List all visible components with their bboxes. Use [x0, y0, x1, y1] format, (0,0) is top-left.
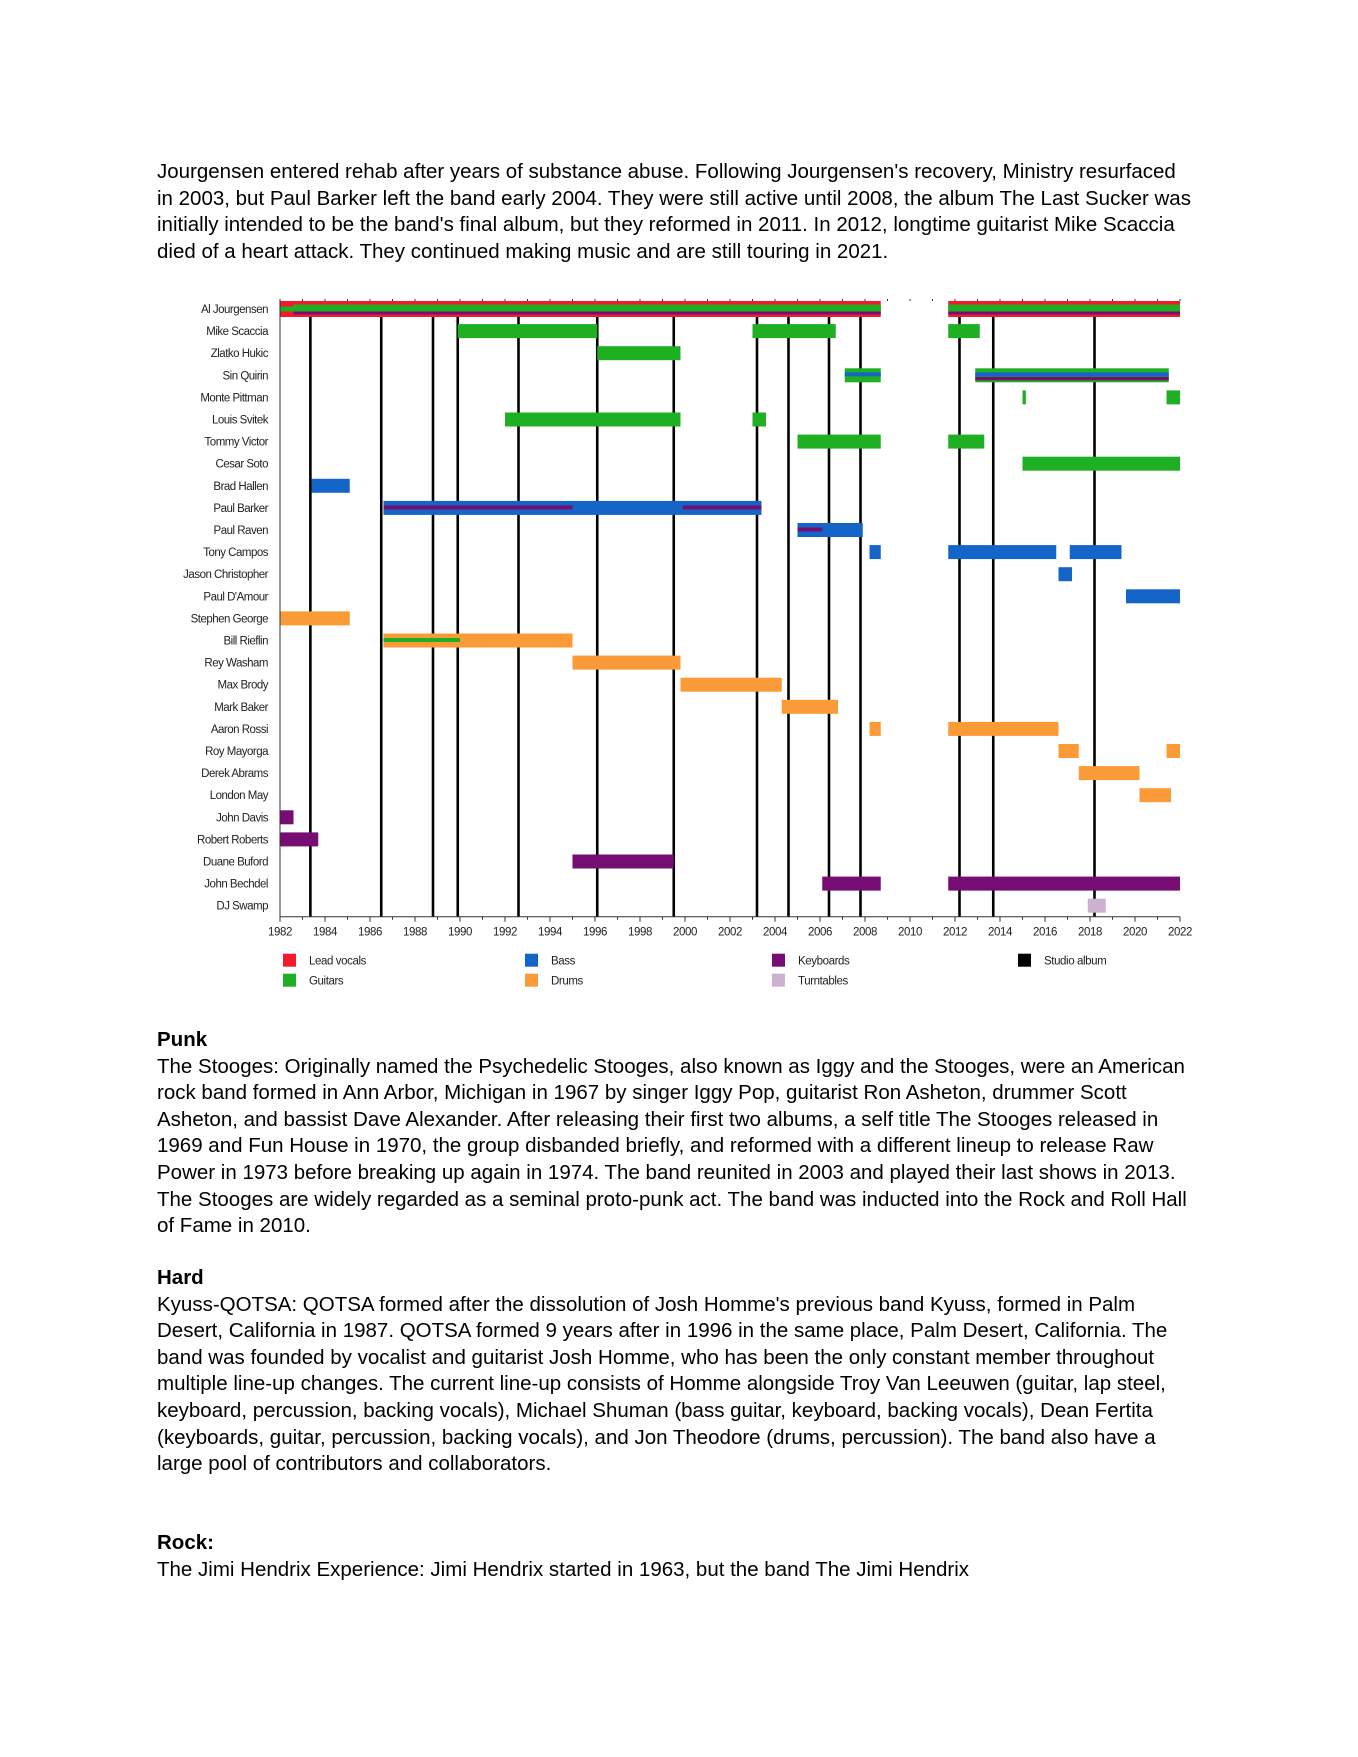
legend-swatch-vocals: [283, 954, 296, 967]
bar-guitars: [280, 307, 294, 312]
legend-label-turntables: Turntables: [798, 975, 848, 988]
bar-keyboards: [822, 877, 881, 891]
studio-album-lines: [310, 301, 1094, 917]
section-text: The Jimi Hendrix Experience: Jimi Hendrix started in 1963, but the band The Jimi Hendrix: [157, 1557, 970, 1581]
bar-guitars: [384, 638, 461, 642]
member-label: Mike Scaccia: [206, 326, 268, 339]
bar-guitars: [948, 305, 1180, 312]
x-tick-label: 2014: [988, 926, 1012, 939]
member-label: DJ Swamp: [216, 900, 268, 913]
section-rock: [157, 1530, 1197, 1583]
bar-bass: [1070, 545, 1122, 559]
member-label: Sin Quirin: [222, 370, 268, 383]
legend-swatch-album: [1018, 954, 1031, 967]
member-label: Monte Pittman: [200, 392, 268, 405]
section-text: The Stooges: Originally named the Psychedelic Stooges, also known as Iggy and the Stooges, were an American rock band formed in Ann Arbor, Michigan in 1967 by singer Iggy Pop, guitarist Ron Asheton, drummer Scott Asheton, and bassist Dave Alexander. After releasing their first two albums, a self title The Stooges released in 1969 and Fun House in 1970, the group disbanded briefly, and reformed with a different lineup to release Raw Power in 1973 before breaking up again in 1974. The band reunited in 2003 and played their last shows in 2013. The Stooges are widely regarded as a seminal proto-punk act. The band was inducted into the Rock and Roll Hall of Fame in 2010.: [157, 1054, 1187, 1238]
member-label: Al Jourgensen: [200, 304, 268, 316]
member-label: Brad Hallen: [213, 480, 268, 493]
legend-label-album: Studio album: [1044, 955, 1107, 968]
section-heading: Rock:: [157, 1531, 214, 1554]
bar-keyboards: [280, 810, 294, 824]
bar-bass: [870, 545, 881, 559]
bar-bass: [1126, 589, 1180, 603]
bar-guitars: [1167, 390, 1181, 404]
member-label: John Davis: [216, 812, 268, 825]
bar-guitars: [1023, 390, 1026, 404]
legend: [283, 954, 1106, 988]
bar-guitars: [597, 346, 680, 360]
intro-text: Jourgensen entered rehab after years of substance abuse. Following Jourgensen's recovery, Ministry resurfaced in 2003, but Paul Barker left the band early 2004. They were still active until 2008, the album The Last Sucker was initially intended to be the band's final album, but they reformed in 2011. In 2012, longtime guitarist Mike Scaccia died of a heart attack. They continued making music and are still touring in 2021.: [157, 160, 1191, 263]
member-label: John Bechdel: [204, 878, 268, 891]
section-heading: Punk: [157, 1028, 208, 1051]
bar-keyboards: [975, 377, 1169, 381]
x-tick-label: 1996: [583, 926, 607, 939]
bar-drums: [681, 678, 782, 692]
bar-turntables: [1088, 899, 1106, 913]
legend-label-keyboards: Keyboards: [798, 955, 850, 968]
bar-drums: [1059, 744, 1079, 758]
bar-bass: [845, 372, 881, 376]
bar-bass: [975, 372, 1169, 376]
x-tick-label: 1984: [313, 926, 337, 939]
x-tick-label: 2002: [718, 926, 742, 939]
x-tick-label: 2012: [943, 926, 967, 939]
member-label: Stephen George: [190, 613, 268, 626]
member-label: London May: [209, 790, 268, 803]
member-label: Tony Campos: [203, 547, 268, 560]
bar-drums: [573, 656, 681, 670]
x-tick-label: 1982: [268, 926, 292, 939]
bar-keyboards: [798, 528, 823, 532]
bar-guitars: [1023, 457, 1181, 471]
bar-drums: [280, 611, 350, 625]
bar-keyboards: [573, 855, 674, 869]
x-tick-label: 2010: [898, 926, 922, 939]
member-labels: [183, 304, 269, 913]
section-punk: [157, 1027, 1197, 1240]
x-axis: [268, 299, 1192, 939]
bar-guitars: [753, 324, 836, 338]
intro-paragraph: [157, 159, 1197, 265]
bar-guitars: [294, 305, 881, 312]
legend-label-vocals: Lead vocals: [309, 955, 366, 968]
member-label: Tommy Victor: [204, 436, 268, 449]
member-label: Rey Washam: [204, 657, 268, 670]
bar-drums: [1079, 766, 1140, 780]
x-tick-label: 1998: [628, 926, 652, 939]
bar-drums: [948, 722, 1058, 736]
member-label: Roy Mayorga: [205, 746, 268, 758]
member-label: Paul Raven: [213, 525, 268, 537]
x-tick-label: 1994: [538, 926, 562, 939]
legend-swatch-turntables: [772, 974, 785, 987]
section-text: Kyuss-QOTSA: QOTSA formed after the dissolution of Josh Homme's previous band Kyuss, formed in Palm Desert, California in 1987. QOTSA formed 9 years after in 1996 in the same place, Palm Desert, California. The band was founded by vocalist and guitarist Josh Homme, who has been the only constant member throughout multiple line-up changes. The current line-up consists of Homme alongside Troy Van Leeuwen (guitar, lap steel, keyboard, percussion, backing vocals), Michael Shuman (bass guitar, keyboard, backing vocals), Dean Fertita (keyboards, guitar, percussion, backing vocals), and Jon Theodore (drums, percussion). The band also have a large pool of contributors and collaborators.: [157, 1292, 1168, 1476]
bar-guitars: [948, 435, 984, 449]
x-tick-label: 2022: [1168, 926, 1192, 939]
member-label: Cesar Soto: [215, 458, 268, 471]
member-label: Paul D'Amour: [203, 591, 268, 604]
bar-keyboards: [948, 877, 1180, 891]
bar-drums: [1167, 744, 1181, 758]
x-tick-label: 2018: [1078, 926, 1102, 939]
legend-swatch-keyboards: [772, 954, 785, 967]
bar-guitars: [798, 435, 881, 449]
bar-guitars: [458, 324, 598, 338]
member-label: Bill Rieflin: [223, 635, 268, 648]
bar-drums: [782, 700, 838, 714]
member-label: Zlatko Hukic: [210, 348, 268, 361]
section-heading: Hard: [157, 1266, 204, 1289]
legend-label-bass: Bass: [551, 955, 575, 968]
bar-bass: [1059, 567, 1073, 581]
x-tick-label: 1988: [403, 926, 427, 939]
bar-guitars: [505, 413, 681, 427]
x-tick-label: 2006: [808, 926, 832, 939]
x-tick-label: 2020: [1123, 926, 1147, 939]
member-label: Mark Baker: [214, 701, 268, 714]
x-tick-label: 1990: [448, 926, 472, 939]
bar-keyboards: [948, 312, 1180, 315]
x-tick-label: 1986: [358, 926, 382, 939]
legend-swatch-bass: [525, 954, 538, 967]
bar-keyboards: [294, 312, 881, 315]
x-tick-label: 2008: [853, 926, 877, 939]
bar-keyboards: [280, 832, 318, 846]
member-label: Paul Barker: [213, 502, 268, 515]
legend-swatch-drums: [525, 974, 538, 987]
x-tick-label: 2000: [673, 926, 697, 939]
x-tick-label: 1992: [493, 926, 517, 939]
member-label: Duane Buford: [203, 856, 268, 869]
bar-guitars: [948, 324, 980, 338]
band-timeline-chart: [0, 290, 1358, 1010]
legend-label-guitars: Guitars: [309, 975, 344, 988]
member-label: Max Brody: [217, 679, 268, 692]
member-label: Aaron Rossi: [210, 723, 268, 736]
bar-guitars: [753, 413, 767, 427]
x-tick-label: 2004: [763, 926, 787, 939]
bar-keyboards: [683, 505, 762, 509]
legend-label-drums: Drums: [551, 975, 583, 988]
bar-bass: [948, 545, 1056, 559]
member-label: Robert Roberts: [197, 834, 268, 847]
bar-drums: [870, 722, 881, 736]
member-label: Louis Svitek: [211, 414, 268, 427]
x-tick-label: 2016: [1033, 926, 1057, 939]
bar-bass: [312, 479, 350, 493]
bar-keyboards: [384, 505, 573, 509]
section-hard: [157, 1265, 1197, 1478]
member-bars: [280, 301, 1180, 913]
legend-swatch-guitars: [283, 974, 296, 987]
member-label: Jason Christopher: [183, 569, 268, 582]
bar-drums: [1140, 788, 1172, 802]
member-label: Derek Abrams: [201, 768, 268, 781]
